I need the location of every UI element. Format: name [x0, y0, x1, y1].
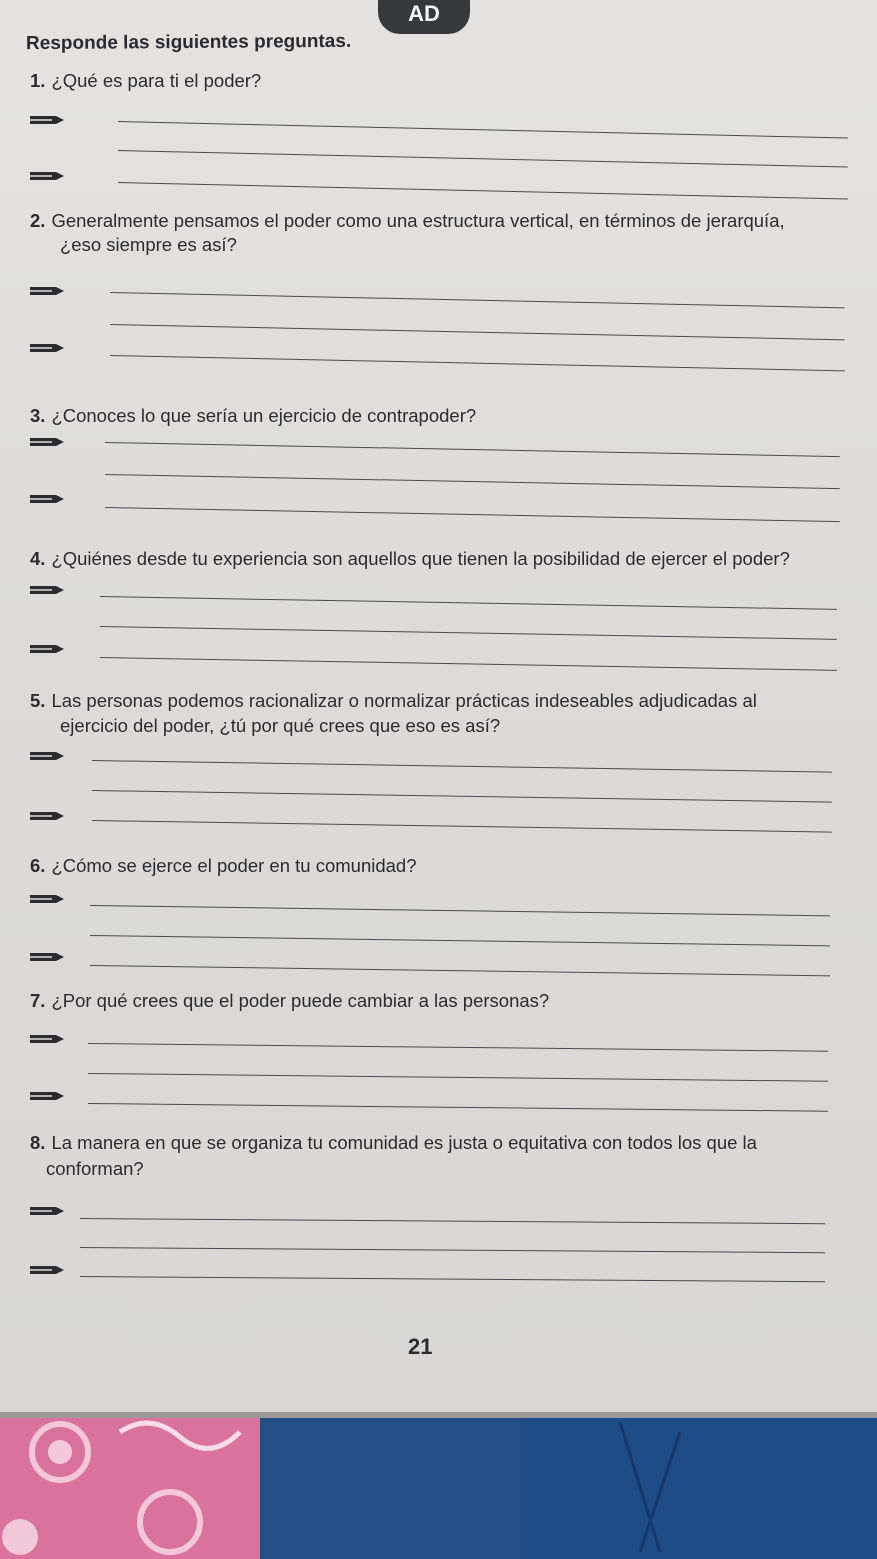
- answer-line[interactable]: [110, 292, 845, 308]
- answer-line[interactable]: [105, 474, 840, 489]
- question-text: ¿Conoces lo que sería un ejercicio de contrapoder?: [51, 405, 477, 426]
- question-number: 1.: [30, 70, 46, 91]
- answer-line[interactable]: [100, 596, 837, 610]
- answer-line[interactable]: [118, 121, 848, 139]
- question-8: [30, 1131, 757, 1155]
- question-number: 7.: [30, 990, 46, 1011]
- answer-line[interactable]: [90, 905, 830, 916]
- question-number: 5.: [30, 690, 46, 711]
- question-text: ¿Por qué crees que el poder puede cambiar a las personas?: [51, 990, 550, 1011]
- question-8-continuation: conforman?: [46, 1158, 144, 1179]
- answer-line[interactable]: [105, 507, 840, 522]
- section-tab: [378, 0, 470, 34]
- question-text: ¿Cómo se ejerce el poder en tu comunidad?: [51, 855, 417, 876]
- answer-line[interactable]: [92, 820, 832, 833]
- pencil-icon: [30, 342, 64, 354]
- pencil-icon: [30, 750, 64, 762]
- pencil-icon: [30, 584, 64, 596]
- question-3: [30, 404, 476, 428]
- question-7: [30, 989, 549, 1013]
- pencil-icon: [30, 951, 64, 963]
- answer-line[interactable]: [88, 1043, 828, 1052]
- question-number: 2.: [30, 210, 46, 231]
- answer-line[interactable]: [88, 1073, 828, 1082]
- pencil-icon: [30, 436, 64, 448]
- answer-line[interactable]: [110, 324, 845, 340]
- pencil-icon: [30, 285, 64, 297]
- question-number: 8.: [30, 1132, 46, 1153]
- answer-line[interactable]: [80, 1218, 825, 1224]
- page-number: 21: [408, 1334, 433, 1359]
- question-text: ¿Qué es para ti el poder?: [51, 70, 262, 91]
- answer-line[interactable]: [92, 790, 832, 803]
- answer-line[interactable]: [100, 626, 837, 640]
- instructions-heading: Responde las siguientes preguntas.: [25, 30, 352, 55]
- question-text: Generalmente pensamos el poder como una estructura vertical, en términos de jerarquía,: [51, 210, 785, 231]
- pencil-icon: [30, 493, 64, 505]
- answer-line[interactable]: [92, 760, 832, 773]
- pencil-icon: [30, 893, 64, 905]
- question-6: [30, 854, 417, 878]
- pencil-icon: [30, 1090, 64, 1102]
- answer-line[interactable]: [90, 965, 830, 976]
- pencil-icon: [30, 810, 64, 822]
- background-fabric: [0, 1412, 877, 1559]
- answer-line[interactable]: [110, 355, 845, 371]
- question-text: ¿Quiénes desde tu experiencia son aquellos que tienen la posibilidad de ejercer el poder?: [51, 548, 790, 569]
- question-number: 6.: [30, 855, 46, 876]
- pencil-icon: [30, 1205, 64, 1217]
- question-1: [30, 69, 261, 93]
- question-2: [30, 209, 785, 233]
- question-text: Las personas podemos racionalizar o normalizar prácticas indeseables adjudicadas al: [51, 690, 757, 711]
- answer-line[interactable]: [118, 150, 848, 168]
- pencil-icon: [30, 1264, 64, 1276]
- pencil-icon: [30, 1033, 64, 1045]
- question-5-continuation: ejercicio del poder, ¿tú por qué crees que eso es así?: [60, 715, 501, 736]
- question-number: 3.: [30, 405, 46, 426]
- answer-line[interactable]: [80, 1276, 825, 1282]
- answer-line[interactable]: [80, 1247, 825, 1253]
- question-5: [30, 689, 757, 713]
- question-text: La manera en que se organiza tu comunidad es justa o equitativa con todos los que la: [51, 1132, 757, 1153]
- answer-line[interactable]: [90, 935, 830, 946]
- answer-line[interactable]: [88, 1103, 828, 1112]
- question-4: [30, 547, 790, 571]
- answer-line[interactable]: [105, 442, 840, 457]
- question-number: 4.: [30, 548, 46, 569]
- answer-line[interactable]: [118, 182, 848, 200]
- answer-line[interactable]: [100, 657, 837, 671]
- pencil-icon: [30, 643, 64, 655]
- pencil-icon: [30, 114, 64, 126]
- section-tab-label: AD: [408, 1, 440, 26]
- question-2-continuation: ¿eso siempre es así?: [60, 234, 237, 255]
- pencil-icon: [30, 170, 64, 182]
